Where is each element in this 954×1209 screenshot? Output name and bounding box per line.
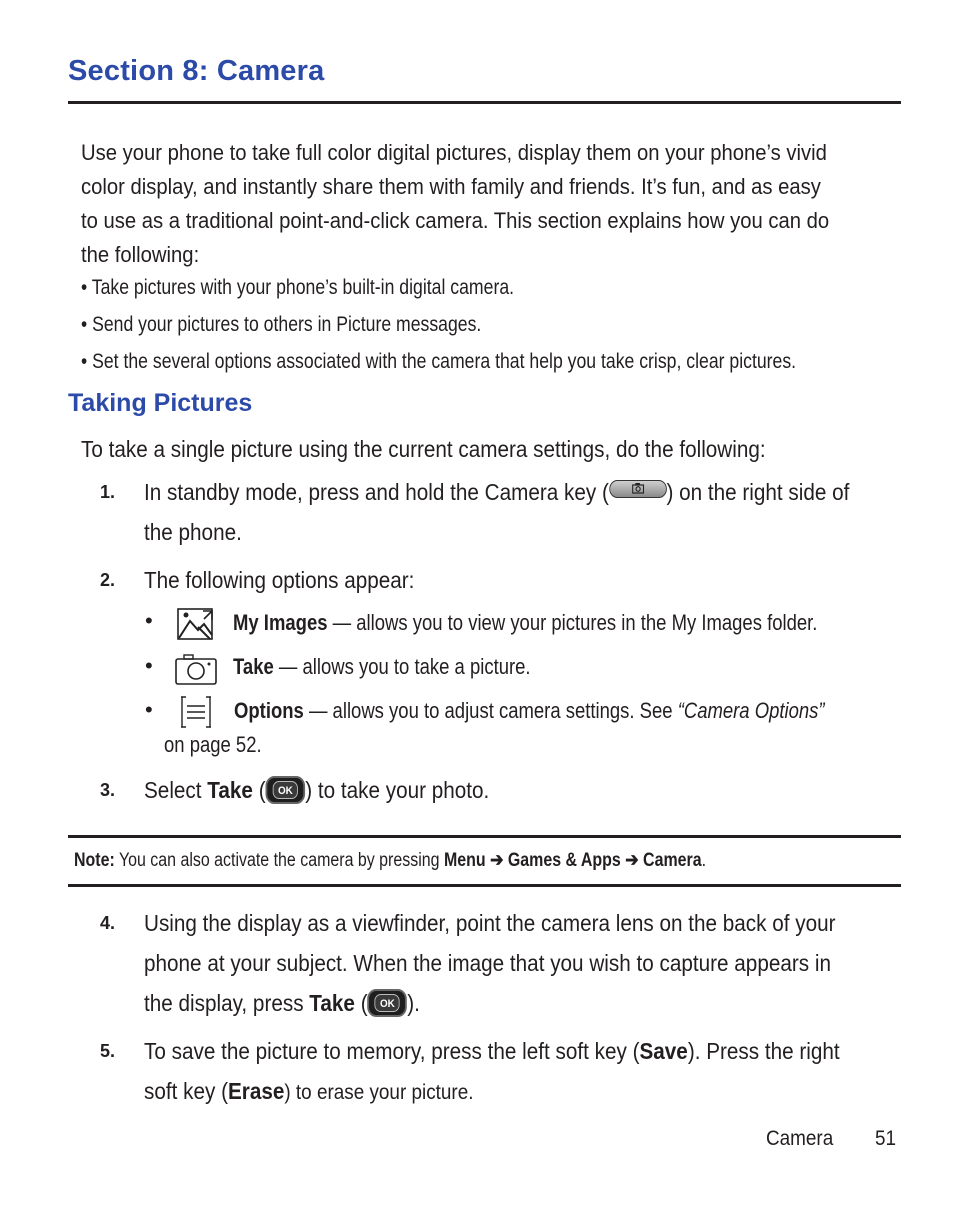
option-my-images [233,610,817,636]
step-number: 3. [100,780,116,800]
step-number: 4. [100,913,116,933]
note-menu: Menu [443,850,486,871]
step-1-text-c: the phone. [144,519,242,545]
step-5-bold: Erase [227,1078,285,1104]
intro-bullet: • Send your pictures to others in Picture messages. [81,313,482,336]
camera-key-icon [609,480,667,498]
ok-key-label: OK [375,994,400,1012]
option-desc: — allows you to take a picture. [273,654,531,679]
step-5-line: ). Press the right [687,1038,840,1064]
option-desc: — allows you to view your pictures in the My Images folder. [327,610,818,635]
step-5-bold: Save [639,1038,688,1064]
step-number: 2. [100,570,116,590]
cross-reference-link[interactable]: “Camera Options” [677,698,825,723]
my-images-icon [176,607,216,641]
subsection-title: Taking Pictures [68,389,253,417]
step-3-text-c: ) to take your photo. [305,777,490,803]
step-4-line: the display, press [144,990,310,1016]
arrow-icon: ➔ [490,850,504,871]
step-number: 1. [100,482,116,502]
step-1-text-a: In standby mode, press and hold the Camera key ( [144,479,609,505]
option-bullet: • [145,653,153,678]
option-take [233,654,531,680]
option-label: Options [234,698,304,723]
option-label: My Images [233,610,328,635]
option-bullet: • [145,608,153,633]
intro-line: Use your phone to take full color digital pictures, display them on your phone’s vivid [81,140,827,165]
step-4-line: phone at your subject. When the image that you wish to capture appears in [144,950,831,976]
step-number: 5. [100,1041,116,1061]
ok-key-icon [368,989,408,1017]
note-end: . [701,850,707,871]
step-1-text [144,472,849,552]
step-3-bold: Take [207,777,253,803]
intro-line: to use as a traditional point-and-click camera. This section explains how you can do [81,208,830,233]
note-camera: Camera [643,850,702,871]
note-games: Games & Apps [507,850,621,871]
intro-line: the following: [81,242,200,267]
step-4-paren: ( [354,990,368,1016]
option-desc: — allows you to adjust camera settings. See [303,698,678,723]
option-options [234,698,825,724]
step-4-bold: Take [309,990,355,1016]
page-number: 51 [875,1127,897,1150]
step-5-line: ) to erase your picture. [284,1081,474,1104]
ok-key-icon [266,776,306,804]
note-bottom-rule [68,884,901,887]
footer-section: Camera [766,1127,834,1150]
options-icon [180,694,212,730]
option-bullet: • [145,697,153,722]
step-4-line: Using the display as a viewfinder, point the camera lens on the back of your [144,910,836,936]
ok-key-label: OK [273,781,298,799]
intro-bullet: • Set the several options associated with the camera that help you take crisp, clear pictures. [81,350,797,373]
option-options-continued: on page 52. [164,732,262,757]
page-title: Section 8: Camera [68,55,325,87]
note-top-rule [68,835,901,838]
lead-text: To take a single picture using the current camera settings, do the following: [81,436,766,462]
intro-line: color display, and instantly share them with family and friends. It’s fun, and as easy [81,174,821,199]
step-3-text [144,770,489,810]
note [74,849,706,872]
note-label: Note: [74,850,115,871]
arrow-icon: ➔ [625,850,639,871]
step-4-text [144,903,836,1023]
title-rule [68,101,901,104]
step-5-line: To save the picture to memory, press the left soft key ( [144,1038,640,1064]
step-3-text-a: Select [144,777,208,803]
step-5-line: soft key ( [144,1078,228,1104]
camera-icon [174,652,218,686]
note-text: You can also activate the camera by pressing [114,850,444,871]
intro-paragraph [81,136,900,272]
intro-bullet: • Take pictures with your phone’s built-in digital camera. [81,276,515,299]
step-3-text-b: ( [252,777,266,803]
step-4-end: ). [407,990,420,1016]
option-label: Take [233,654,274,679]
step-2-text: The following options appear: [144,567,415,593]
step-1-text-b: ) on the right side of [666,479,850,505]
step-5-text [144,1031,840,1113]
